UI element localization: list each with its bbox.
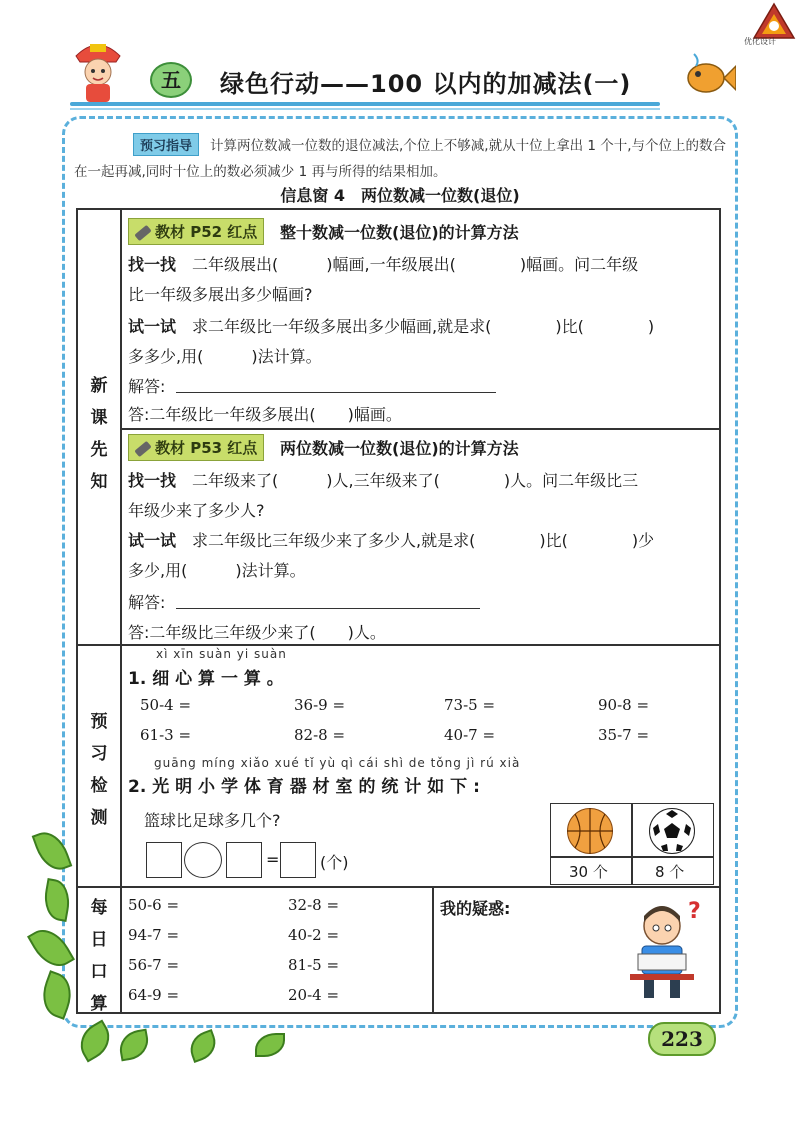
section-heading: 信息窗 4 两位数减一位数(退位) bbox=[280, 186, 520, 205]
answer-box-result[interactable] bbox=[280, 842, 316, 878]
guide-text-line-2: 在一起再减,同时十位上的数必须减少 1 再与所得的结果相加。 bbox=[74, 164, 447, 180]
side-label-new-lesson: 新 课 先 知 bbox=[90, 376, 108, 492]
q2-pinyin: guāng míng xiǎo xué tǐ yù qì cái shì de tǒng jì rú xià bbox=[154, 756, 521, 770]
page-number: 223 bbox=[648, 1022, 716, 1056]
daily-divider bbox=[432, 887, 434, 1012]
side-label-daily-calc: 每 日 口 算 bbox=[90, 898, 108, 1014]
daily-calc-item: 40-2 = bbox=[288, 926, 340, 944]
leaf-decoration-icon bbox=[185, 1029, 220, 1063]
football-icon bbox=[649, 808, 695, 854]
equals-sign: = bbox=[266, 850, 280, 869]
section-divider-preview bbox=[78, 644, 721, 646]
q1-pinyin: xì xīn suàn yi suàn bbox=[156, 647, 287, 661]
answer-line bbox=[176, 392, 496, 393]
try-line-2: 多少,用( )法计算。 bbox=[128, 561, 306, 580]
answer-box-subtrahend[interactable] bbox=[226, 842, 262, 878]
cartoon-boy-icon bbox=[68, 38, 128, 108]
side-column-divider bbox=[120, 210, 122, 1012]
ball-table-row-divider bbox=[551, 856, 713, 858]
header-divider bbox=[70, 102, 660, 106]
basketball-count: 30 个 bbox=[569, 863, 608, 881]
publisher-logo-text: 优化设计 bbox=[744, 37, 776, 46]
daily-calc-item: 64-9 = bbox=[128, 986, 180, 1004]
leaf-decoration-icon bbox=[117, 1029, 151, 1062]
basketball-icon bbox=[567, 808, 613, 854]
daily-calc-item: 50-6 = bbox=[128, 896, 180, 914]
ball-stats-table bbox=[550, 803, 714, 885]
conclusion-line: 答:二年级比一年级多展出( )幅画。 bbox=[128, 405, 402, 424]
operator-circle[interactable] bbox=[184, 842, 222, 878]
part-divider bbox=[120, 428, 721, 430]
side-label-preview-check: 预 习 检 测 bbox=[90, 712, 108, 828]
answer-label: 解答: bbox=[128, 377, 166, 396]
daily-calc-item: 81-5 = bbox=[288, 956, 340, 974]
leaf-decoration-icon bbox=[255, 1033, 285, 1057]
calc-item: 61-3 = bbox=[140, 726, 192, 744]
unit-badge: 五 bbox=[150, 62, 192, 98]
q2-title: 2. 光 明 小 学 体 育 器 材 室 的 统 计 如 下 : bbox=[128, 777, 480, 797]
daily-calc-item: 32-8 = bbox=[288, 896, 340, 914]
calc-item: 35-7 = bbox=[598, 726, 650, 744]
daily-calc-item: 94-7 = bbox=[128, 926, 180, 944]
header-divider-thin bbox=[70, 108, 660, 110]
topic-tag-p52: 教材 P52 红点 bbox=[128, 218, 264, 245]
find-line-2: 年级少来了多少人? bbox=[128, 501, 265, 520]
find-line-2: 比一年级多展出多少幅画? bbox=[128, 285, 313, 304]
guide-tag: 预习指导 bbox=[133, 133, 199, 156]
unit-title: 绿色行动——100 以内的加减法(一) bbox=[220, 70, 632, 98]
svg-text:?: ? bbox=[688, 899, 701, 924]
calc-item: 82-8 = bbox=[294, 726, 346, 744]
calc-item: 73-5 = bbox=[444, 696, 496, 714]
worksheet-table bbox=[76, 208, 721, 1014]
conclusion-line: 答:二年级比三年级少来了( )人。 bbox=[128, 623, 386, 642]
guide-text-line-1: 计算两位数减一位数的退位减法,个位上不够减,就从十位上拿出 1 个十,与个位上的数合 bbox=[210, 138, 727, 154]
calc-item: 40-7 = bbox=[444, 726, 496, 744]
answer-label: 解答: bbox=[128, 593, 166, 612]
pencil-icon bbox=[134, 224, 151, 240]
try-line-1: 试一试 求二年级比三年级少来了多少人,就是求( )比( )少 bbox=[128, 531, 655, 550]
calc-item: 90-8 = bbox=[598, 696, 650, 714]
doubt-label: 我的疑惑: bbox=[440, 899, 511, 918]
try-line-2: 多多少,用( )法计算。 bbox=[128, 347, 322, 366]
topic-title-p53: 两位数减一位数(退位)的计算方法 bbox=[280, 439, 519, 458]
pencil-icon bbox=[134, 440, 151, 456]
answer-line bbox=[176, 608, 480, 609]
daily-calc-item: 56-7 = bbox=[128, 956, 180, 974]
q2-question: 篮球比足球多几个? bbox=[144, 811, 281, 830]
unit-label: (个) bbox=[320, 853, 349, 872]
section-divider-daily bbox=[78, 886, 721, 888]
find-line-1: 找一找 二年级展出( )幅画,一年级展出( )幅画。问二年级 bbox=[128, 255, 639, 274]
find-line-1: 找一找 二年级来了( )人,三年级来了( )人。问二年级比三 bbox=[128, 471, 639, 490]
football-count: 8 个 bbox=[655, 863, 685, 881]
calc-item: 36-9 = bbox=[294, 696, 346, 714]
daily-calc-item: 20-4 = bbox=[288, 986, 340, 1004]
topic-tag-p53: 教材 P53 红点 bbox=[128, 434, 264, 461]
ball-table-divider bbox=[631, 804, 633, 884]
answer-box-minuend[interactable] bbox=[146, 842, 182, 878]
try-line-1: 试一试 求二年级比一年级多展出多少幅画,就是求( )比( ) bbox=[128, 317, 655, 336]
topic-title-p52: 整十数减一位数(退位)的计算方法 bbox=[280, 223, 519, 242]
calc-item: 50-4 = bbox=[140, 696, 192, 714]
cartoon-fish-icon bbox=[680, 50, 736, 100]
q1-title: 1. 细 心 算 一 算 。 bbox=[128, 669, 284, 689]
thinking-kid-icon bbox=[630, 892, 710, 1004]
